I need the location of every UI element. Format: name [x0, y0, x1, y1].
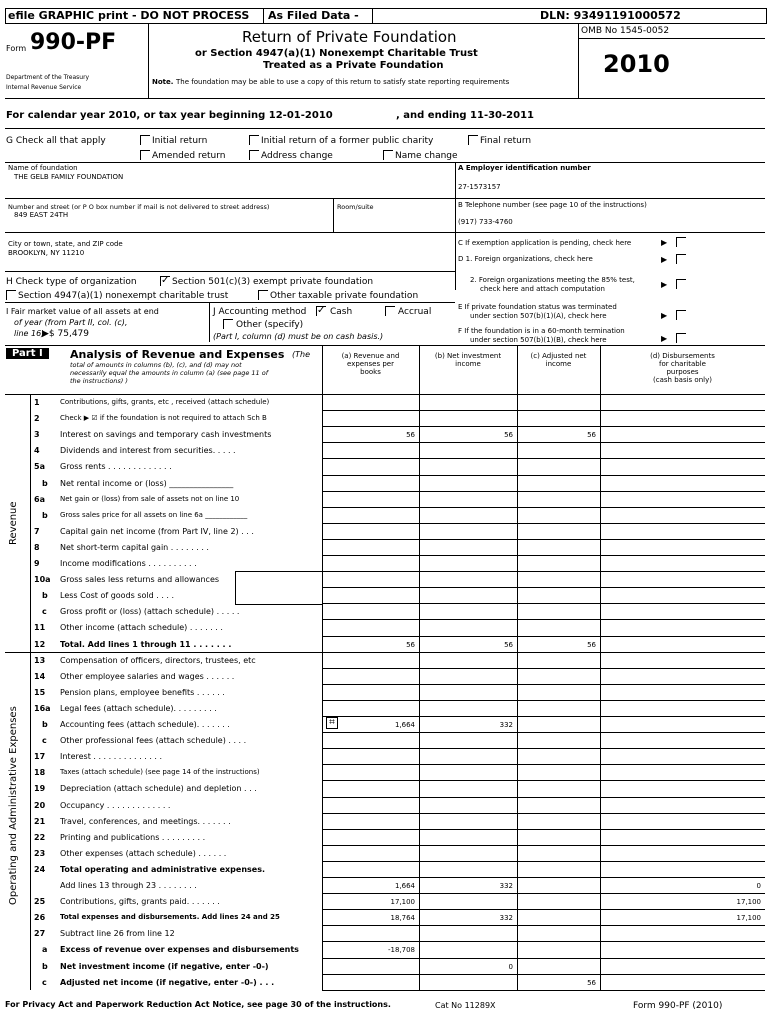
- divider: [5, 162, 765, 163]
- note-label: Note.: [152, 78, 174, 86]
- divider: [322, 732, 765, 733]
- expenses-side-label: Operating and Administrative Expenses: [8, 706, 19, 905]
- line-description: Capital gain net income (from Part IV, line 2) . . .: [60, 526, 254, 536]
- divider: [322, 555, 765, 556]
- amount-col-b: 332: [499, 914, 513, 923]
- foundation-name-label: Name of foundation: [8, 164, 78, 172]
- efile-banner: efile GRAPHIC print - DO NOT PROCESS: [8, 9, 250, 22]
- amount-col-d: 17,100: [736, 914, 761, 923]
- amount-col-a: 56: [406, 640, 415, 649]
- line-number: 25: [34, 897, 46, 907]
- line-description: Less Cost of goods sold . . . .: [60, 591, 175, 601]
- divider: [30, 394, 31, 990]
- line-description: Other expenses (attach schedule) . . . . . .: [60, 848, 227, 858]
- name-change-label: Name change: [395, 151, 458, 161]
- line-description: Total expenses and disbursements. Add lines 24 and 25: [60, 913, 280, 922]
- line-number: 3: [34, 430, 40, 440]
- line-description: Contributions, gifts, grants paid. . . . . . .: [60, 897, 220, 907]
- department: Department of the Treasury: [6, 74, 90, 81]
- divider: [322, 941, 765, 942]
- arrow-icon: ▶: [661, 255, 668, 264]
- exemption-pending-label: C If exemption application is pending, check here: [458, 239, 632, 247]
- form-title: Return of Private Foundation: [242, 28, 457, 46]
- col-b-header: income: [455, 360, 481, 368]
- line-description: Compensation of officers, directors, trustees, etc: [60, 655, 256, 665]
- ein-value: 27-1573157: [458, 183, 501, 191]
- line-description: Interest on savings and temporary cash investments: [60, 430, 272, 440]
- divider: [322, 877, 765, 878]
- line-description: Net gain or (loss) from sale of assets not on line 10: [60, 494, 240, 503]
- line-description: Gross sales price for all assets on line 6a ____________: [60, 510, 248, 519]
- col-b-header: (b) Net investment: [434, 352, 502, 360]
- line-number: b: [42, 510, 48, 520]
- line-number: b: [42, 720, 48, 729]
- cash-label: Cash: [330, 307, 353, 317]
- divider: [322, 636, 765, 637]
- section-4947-label: Section 4947(a)(1) nonexempt charitable trust: [18, 291, 229, 301]
- divider: [322, 571, 765, 572]
- col-a-header: (a) Revenue and: [341, 352, 400, 360]
- street-label: Number and street (or P O box number if mail is not delivered to street address): [8, 203, 270, 211]
- col-d-header: (cash basis only): [653, 376, 712, 384]
- divider: [148, 23, 149, 98]
- divider: [578, 23, 579, 98]
- divider: [322, 587, 765, 588]
- divider: [322, 507, 765, 508]
- divider: [322, 958, 765, 959]
- divider: [322, 619, 765, 620]
- part-title-note: (The: [292, 350, 310, 359]
- divider: [322, 523, 765, 524]
- line-description: Net rental income or (loss) ________________: [60, 478, 234, 488]
- line-number: 17: [34, 752, 46, 762]
- divider: [322, 829, 765, 830]
- org-type-label: H Check type of organization: [6, 277, 137, 287]
- line-description: Check ▶ ☑ if the foundation is not required to attach Sch B: [60, 414, 267, 423]
- line-number: 7: [34, 526, 40, 536]
- line-number: b: [42, 961, 48, 971]
- col-d-header: purposes: [666, 368, 699, 376]
- line-description: Total operating and administrative expenses.: [60, 864, 265, 874]
- other-method-checkbox[interactable]: [223, 319, 233, 329]
- divider: [322, 458, 765, 459]
- divider: [5, 394, 765, 395]
- foreign-org-checkbox[interactable]: [676, 254, 686, 264]
- line-description: Net investment income (if negative, enter -0-): [60, 961, 269, 971]
- amount-col-a: 56: [406, 431, 415, 440]
- line-description: Subtract line 26 from line 12: [60, 929, 175, 939]
- line-number: 26: [34, 913, 46, 923]
- phone-label: B Telephone number (see page 10 of the instructions): [458, 201, 647, 209]
- line-number: 16a: [34, 703, 51, 713]
- line-number: 24: [34, 864, 46, 874]
- line-number: 21: [34, 816, 46, 826]
- line-number: 18: [34, 768, 46, 778]
- line-description: Contributions, gifts, grants, etc , received (attach schedule): [60, 398, 270, 406]
- part-title: Analysis of Revenue and Expenses: [70, 348, 285, 361]
- line-description: Income modifications . . . . . . . . . .: [60, 559, 197, 568]
- line-description: Printing and publications . . . . . . . . .: [60, 832, 206, 842]
- accrual-checkbox[interactable]: [385, 306, 395, 316]
- line-number: 11: [34, 623, 46, 633]
- divider: [322, 861, 765, 862]
- divider: [455, 162, 456, 290]
- divider: [322, 925, 765, 926]
- line-description: Depreciation (attach schedule) and depletion . . .: [60, 784, 257, 794]
- divider: [322, 974, 765, 975]
- line-description: Total. Add lines 1 through 11 . . . . . . .: [60, 639, 232, 649]
- col-a-header: books: [360, 368, 381, 376]
- col-d-header: (d) Disbursements: [650, 352, 715, 360]
- line-number: 27: [34, 929, 46, 939]
- line-number: 13: [34, 655, 46, 665]
- other-taxable-label: Other taxable private foundation: [270, 291, 419, 301]
- line-description: Interest . . . . . . . . . . . . . .: [60, 752, 163, 762]
- amended-return-label: Amended return: [152, 151, 226, 161]
- line-number: 4: [34, 446, 40, 456]
- city-label: City or town, state, and ZIP code: [8, 240, 123, 248]
- accounting-method-label: J Accounting method: [213, 307, 307, 317]
- line-number: 15: [34, 687, 46, 697]
- foreign-85-checkbox[interactable]: [676, 279, 686, 289]
- line-description: Gross sales less returns and allowances: [60, 575, 220, 585]
- note-text: The foundation may be able to use a copy of this return to satisfy state reporting requirements: [176, 78, 510, 86]
- amount-col-d: 0: [756, 882, 761, 890]
- divider: [322, 716, 765, 717]
- exemption-pending-checkbox[interactable]: [676, 237, 686, 247]
- cash-basis-note: (Part I, column (d) must be on cash basis.): [213, 332, 384, 341]
- line-number: 12: [34, 639, 46, 649]
- line-number: 6a: [34, 494, 45, 504]
- check-mark-icon: ✓: [161, 275, 170, 286]
- col-c-header: income: [545, 360, 572, 368]
- privacy-notice: For Privacy Act and Paperwork Reduction Act Notice, see page 30 of the instructions.: [5, 1000, 391, 1009]
- calendar-ending: , and ending 11-30-2011: [396, 110, 534, 121]
- line-description: Gross profit or (loss) (attach schedule) . . . . .: [60, 607, 240, 617]
- line-description: Other employee salaries and wages . . . . . .: [60, 671, 235, 681]
- arrow-icon: ▶: [661, 334, 668, 343]
- fmv-label-2: of year (from Part II, col. (c),: [14, 318, 128, 327]
- amount-col-b: 56: [504, 431, 513, 440]
- omb-number: OMB No 1545-0052: [581, 26, 670, 36]
- divider: [322, 764, 765, 765]
- foreign-org-label: D 1. Foreign organizations, check here: [458, 255, 593, 263]
- line-description: Taxes (attach schedule) (see page 14 of the instructions): [60, 768, 260, 777]
- terminated-checkbox[interactable]: [676, 310, 686, 320]
- section-501c3-label: Section 501(c)(3) exempt private foundation: [172, 277, 374, 287]
- part-tag: Part I: [6, 348, 49, 359]
- amount-col-c: 56: [587, 978, 596, 987]
- line-number: 5a: [34, 462, 45, 472]
- final-return-label: Final return: [480, 136, 532, 146]
- amount-col-a: 17,100: [390, 898, 415, 907]
- divider: [5, 271, 455, 272]
- amount-col-b: 0: [508, 962, 513, 971]
- ein-label: A Employer identification number: [458, 164, 591, 172]
- fmv-label-3: line 16): [14, 329, 45, 338]
- line-number: 23: [34, 848, 46, 858]
- divider: [5, 345, 765, 346]
- line-number: b: [42, 591, 48, 601]
- street-value: 849 EAST 24TH: [14, 211, 69, 219]
- amount-col-a: 18,764: [390, 914, 415, 923]
- line-description: Accounting fees (attach schedule). . . . . . .: [60, 720, 230, 729]
- amount-col-c: 56: [587, 640, 596, 649]
- as-filed-label: As Filed Data -: [268, 9, 359, 22]
- divider: [322, 491, 765, 492]
- room-label: Room/suite: [337, 203, 374, 211]
- divider: [322, 700, 765, 701]
- line-number: c: [42, 607, 47, 617]
- divider: [322, 748, 765, 749]
- divider: [5, 98, 765, 99]
- part-desc-2: necessarily equal the amounts in column (a) (see page 11 of: [70, 369, 269, 377]
- section-4947-checkbox[interactable]: [6, 290, 16, 300]
- line-number: 14: [34, 671, 46, 681]
- amount-col-a: 1,664: [394, 882, 415, 890]
- amount-col-a: 1,664: [394, 721, 415, 729]
- foreign-85-label-1: 2. Foreign organizations meeting the 85% test,: [470, 276, 635, 284]
- divider: [322, 797, 765, 798]
- cat-number: Cat No 11289X: [435, 1001, 496, 1010]
- divider: [5, 128, 765, 129]
- divider: [5, 302, 455, 303]
- part-desc-1: total of amounts in columns (b), (c), and (d) may not: [70, 361, 242, 369]
- calendar-year: For calendar year 2010, or tax year beginning 12-01-2010: [6, 110, 333, 121]
- divider: [209, 302, 210, 342]
- line-description: Legal fees (attach schedule). . . . . . . . .: [60, 703, 217, 713]
- line-description: Excess of revenue over expenses and disbursements: [60, 945, 299, 955]
- phone-value: (917) 733-4760: [458, 218, 513, 226]
- fmv-label-1: I Fair market value of all assets at end: [6, 307, 159, 316]
- col-a-header: expenses per: [347, 360, 394, 368]
- divider: [578, 38, 765, 39]
- divider: [322, 845, 765, 846]
- line-description: Gross rents . . . . . . . . . . . . .: [60, 462, 172, 472]
- foundation-name: THE GELB FAMILY FOUNDATION: [14, 173, 124, 181]
- part-desc-3: the instructions) ): [70, 377, 128, 385]
- col-d-header: for charitable: [659, 360, 706, 368]
- divider: [263, 8, 264, 23]
- amount-col-b: 56: [504, 640, 513, 649]
- divider: [322, 475, 765, 476]
- line-description: Adjusted net income (if negative, enter -0-) . . .: [60, 977, 275, 987]
- line-number: 8: [34, 542, 40, 552]
- revenue-side-label: Revenue: [8, 501, 19, 545]
- form-subtitle-2: Treated as a Private Foundation: [263, 60, 444, 71]
- irs: Internal Revenue Service: [6, 84, 82, 91]
- check-all-label: G Check all that apply: [6, 136, 106, 146]
- termination-60-label-1: F If the foundation is in a 60-month termination: [458, 327, 625, 335]
- initial-return-label: Initial return: [152, 136, 208, 146]
- divider: [372, 8, 373, 23]
- col-c-header: (c) Adjusted net: [530, 352, 587, 360]
- terminated-label-1: E If private foundation status was terminated: [458, 303, 617, 311]
- divider: [5, 198, 765, 199]
- divider: [322, 684, 765, 685]
- line-description: Net short-term capital gain . . . . . . . .: [60, 542, 209, 552]
- line-description: Occupancy . . . . . . . . . . . . .: [60, 800, 171, 810]
- line-description: Add lines 13 through 23 . . . . . . . .: [60, 881, 197, 890]
- line-description: Other professional fees (attach schedule) . . . .: [60, 736, 247, 746]
- line-number: c: [42, 977, 47, 987]
- divider: [322, 668, 765, 669]
- amount-col-b: 332: [499, 882, 513, 890]
- divider: [322, 652, 765, 653]
- tax-year: 2010: [603, 50, 670, 78]
- divider: [5, 232, 765, 233]
- line-number: 22: [34, 832, 46, 842]
- form-number: 990-PF: [30, 30, 117, 55]
- line-number: 19: [34, 784, 46, 794]
- line-number: a: [42, 945, 48, 955]
- line-number: 2: [34, 414, 40, 424]
- form-prefix: Form: [6, 44, 27, 53]
- line-10-entry-box[interactable]: [235, 571, 323, 605]
- divider: [322, 780, 765, 781]
- address-change-checkbox[interactable]: [249, 150, 259, 160]
- line-description: Travel, conferences, and meetings. . . . . . .: [60, 816, 231, 826]
- divider: [322, 813, 765, 814]
- line-number: b: [42, 478, 48, 488]
- divider: [322, 539, 765, 540]
- terminated-label-2: under section 507(b)(1)(A), check here: [470, 312, 607, 320]
- divider: [322, 426, 765, 427]
- termination-60-checkbox[interactable]: [676, 333, 686, 343]
- initial-return-checkbox[interactable]: [140, 135, 150, 145]
- divider: [322, 893, 765, 894]
- divider: [322, 442, 765, 443]
- line-number: c: [42, 736, 47, 746]
- dln-number: DLN: 93491191000572: [540, 9, 681, 22]
- final-return-checkbox[interactable]: [468, 135, 478, 145]
- arrow-icon: ▶: [661, 311, 668, 320]
- line-number: 1: [34, 398, 40, 407]
- termination-60-label-2: under section 507(b)(1)(B), check here: [470, 336, 607, 344]
- attachment-icon[interactable]: ⌗: [326, 717, 338, 729]
- form-subtitle-1: or Section 4947(a)(1) Nonexempt Charitable Trust: [195, 48, 478, 59]
- line-description: Dividends and interest from securities. . . . .: [60, 446, 236, 456]
- line-description: Other income (attach schedule) . . . . . . .: [60, 623, 223, 633]
- divider: [322, 410, 765, 411]
- address-change-label: Address change: [261, 151, 333, 161]
- arrow-icon: ▶: [661, 280, 668, 289]
- divider: [333, 198, 334, 232]
- line-number: 9: [34, 559, 40, 568]
- form-footer: Form 990-PF (2010): [633, 1001, 723, 1011]
- other-method-label: Other (specify): [236, 320, 304, 330]
- amount-col-a: -18,708: [387, 946, 415, 955]
- amount-col-d: 17,100: [736, 898, 761, 907]
- divider: [322, 990, 765, 991]
- check-mark-icon: ✓: [317, 305, 326, 316]
- line-number: 10a: [34, 575, 51, 585]
- initial-former-label: Initial return of a former public charity: [261, 136, 434, 146]
- name-change-checkbox[interactable]: [383, 150, 393, 160]
- foreign-85-label-2: check here and attach computation: [480, 285, 605, 293]
- initial-former-checkbox[interactable]: [249, 135, 259, 145]
- line-description: Pension plans, employee benefits . . . . . .: [60, 687, 225, 697]
- other-taxable-checkbox[interactable]: [258, 290, 268, 300]
- city-value: BROOKLYN, NY 11210: [8, 249, 85, 257]
- arrow-icon: ▶: [661, 238, 668, 247]
- line-number: 20: [34, 800, 46, 810]
- amended-return-checkbox[interactable]: [140, 150, 150, 160]
- divider: [322, 909, 765, 910]
- divider: [322, 603, 765, 604]
- amount-col-c: 56: [587, 431, 596, 440]
- fmv-value: ▶$ 75,479: [42, 329, 89, 339]
- accrual-label: Accrual: [398, 307, 432, 317]
- amount-col-b: 332: [499, 721, 513, 729]
